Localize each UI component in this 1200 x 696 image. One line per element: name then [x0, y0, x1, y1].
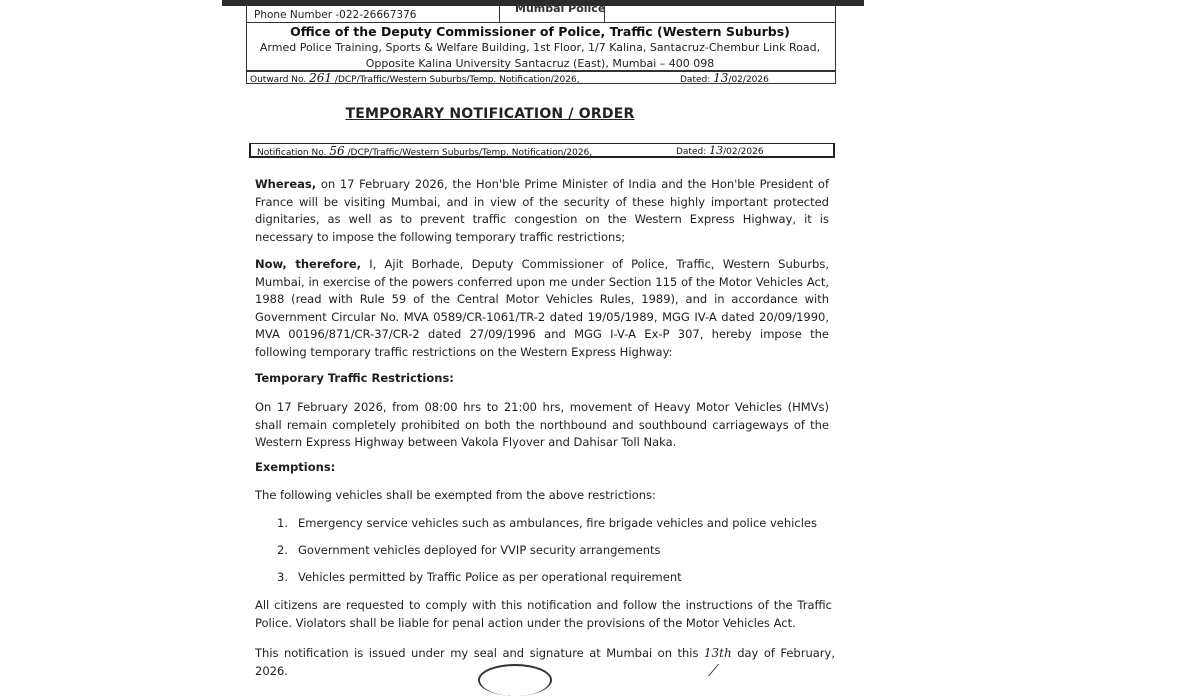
now-lead: Now, therefore,	[255, 257, 362, 271]
outward-ref: /DCP/Traffic/Western Suburbs/Temp. Notification/2026,	[334, 75, 580, 85]
exemption-item	[277, 543, 661, 557]
exemption-text: Emergency service vehicles such as ambulances, fire brigade vehicles and police vehicles	[298, 516, 817, 530]
document-title-text: TEMPORARY NOTIFICATION / ORDER	[345, 106, 635, 122]
issued-before: This notification is issued under my seal and signature at Mumbai on this	[255, 646, 704, 660]
phone-number: Phone Number -022-26667376	[254, 9, 417, 21]
notification-label: Notification No.	[257, 148, 327, 158]
issued-after: day of February, 2026.	[255, 646, 835, 678]
outward-label: Outward No.	[250, 75, 307, 85]
outward-number	[250, 71, 580, 85]
restrictions-heading: Temporary Traffic Restrictions:	[255, 371, 454, 385]
notification-date	[676, 144, 764, 157]
document-title	[246, 106, 734, 122]
notification-date-rest: /02/2026	[723, 147, 764, 157]
compliance-paragraph: All citizens are requested to comply with this notification and follow the instructions of the Traffic Police. Violators shall be liable for penal action under the provisions of the Motor Vehicles Act.	[255, 598, 832, 630]
address-line-2: Opposite Kalina University Santacruz (East), Mumbai – 400 098	[365, 57, 715, 70]
notification-ref: /DCP/Traffic/Western Suburbs/Temp. Notification/2026,	[347, 148, 593, 158]
outward-date-label: Dated:	[680, 75, 711, 85]
exemption-item	[277, 516, 817, 530]
exemption-text: Vehicles permitted by Traffic Police as per operational requirement	[298, 570, 682, 584]
official-seal	[478, 664, 552, 696]
now-therefore-paragraph	[255, 256, 829, 362]
exemption-num: 2.	[277, 543, 288, 557]
notification-date-day: 13	[709, 144, 724, 157]
notification-number-handwritten: 56	[329, 144, 345, 158]
restrictions-paragraph: On 17 February 2026, from 08:00 hrs to 21:00 hrs, movement of Heavy Motor Vehicles (HMVs) shall remain completely prohibited on both the northbound and southbound carriageways of the Western Express Highway between Vakola Flyover and Dahisar Toll Naka.	[255, 400, 829, 450]
exemption-num: 3.	[277, 570, 288, 584]
office-title: Office of the Deputy Commissioner of Police, Traffic (Western Suburbs)	[290, 24, 790, 39]
exemption-text: Government vehicles deployed for VVIP security arrangements	[298, 543, 661, 557]
exemptions-intro: The following vehicles shall be exempted from the above restrictions:	[255, 488, 656, 502]
notification-date-label: Dated:	[676, 147, 707, 157]
notification-number	[257, 144, 592, 158]
letterhead-vdivider-1	[499, 0, 500, 22]
letterhead-divider	[247, 22, 835, 23]
signature: ⟋	[708, 661, 720, 680]
issued-day: 13th	[703, 646, 732, 660]
exemption-item	[277, 570, 682, 584]
outward-date-rest: /02/2026	[728, 75, 769, 85]
whereas-paragraph	[255, 176, 829, 246]
police-unit: Mumbai Police	[515, 2, 606, 15]
whereas-lead: Whereas,	[255, 177, 317, 191]
address-line-1: Armed Police Training, Sports & Welfare Building, 1st Floor, 1/7 Kalina, Santacruz-Chembur Link Road,	[259, 41, 821, 54]
outward-number-handwritten: 261	[309, 71, 333, 85]
outward-date-day: 13	[713, 71, 729, 85]
now-text: I, Ajit Borhade, Deputy Commissioner of Police, Traffic, Western Suburbs, Mumbai, in exercise of the powers conferred upon me under Section 115 of the Motor Vehicles Act, 1988 (read with Rule 59 of the Central Motor Vehicles Rules, 1989), and in accordance with Government Circular No. MVA 0589/CR-1061/TR-2 dated 19/05/1989, MGG IV-A dated 20/09/1990, MVA 00196/871/CR-37/CR-2 dated 27/09/1996 and MGG I-V-A Ex-P 307, hereby impose the following temporary traffic restrictions on the Western Express Highway:	[255, 257, 830, 359]
exemption-num: 1.	[277, 516, 288, 530]
outward-date	[680, 71, 769, 85]
whereas-text: on 17 February 2026, the Hon'ble Prime Minister of India and the Hon'ble President of France will be visiting Mumbai, and in view of the security of these highly important protected dignitaries, as well as to prevent traffic congestion on the Western Express Highway, it is necessary to impose the following temporary traffic restrictions;	[255, 177, 829, 244]
exemptions-heading: Exemptions:	[255, 460, 336, 474]
